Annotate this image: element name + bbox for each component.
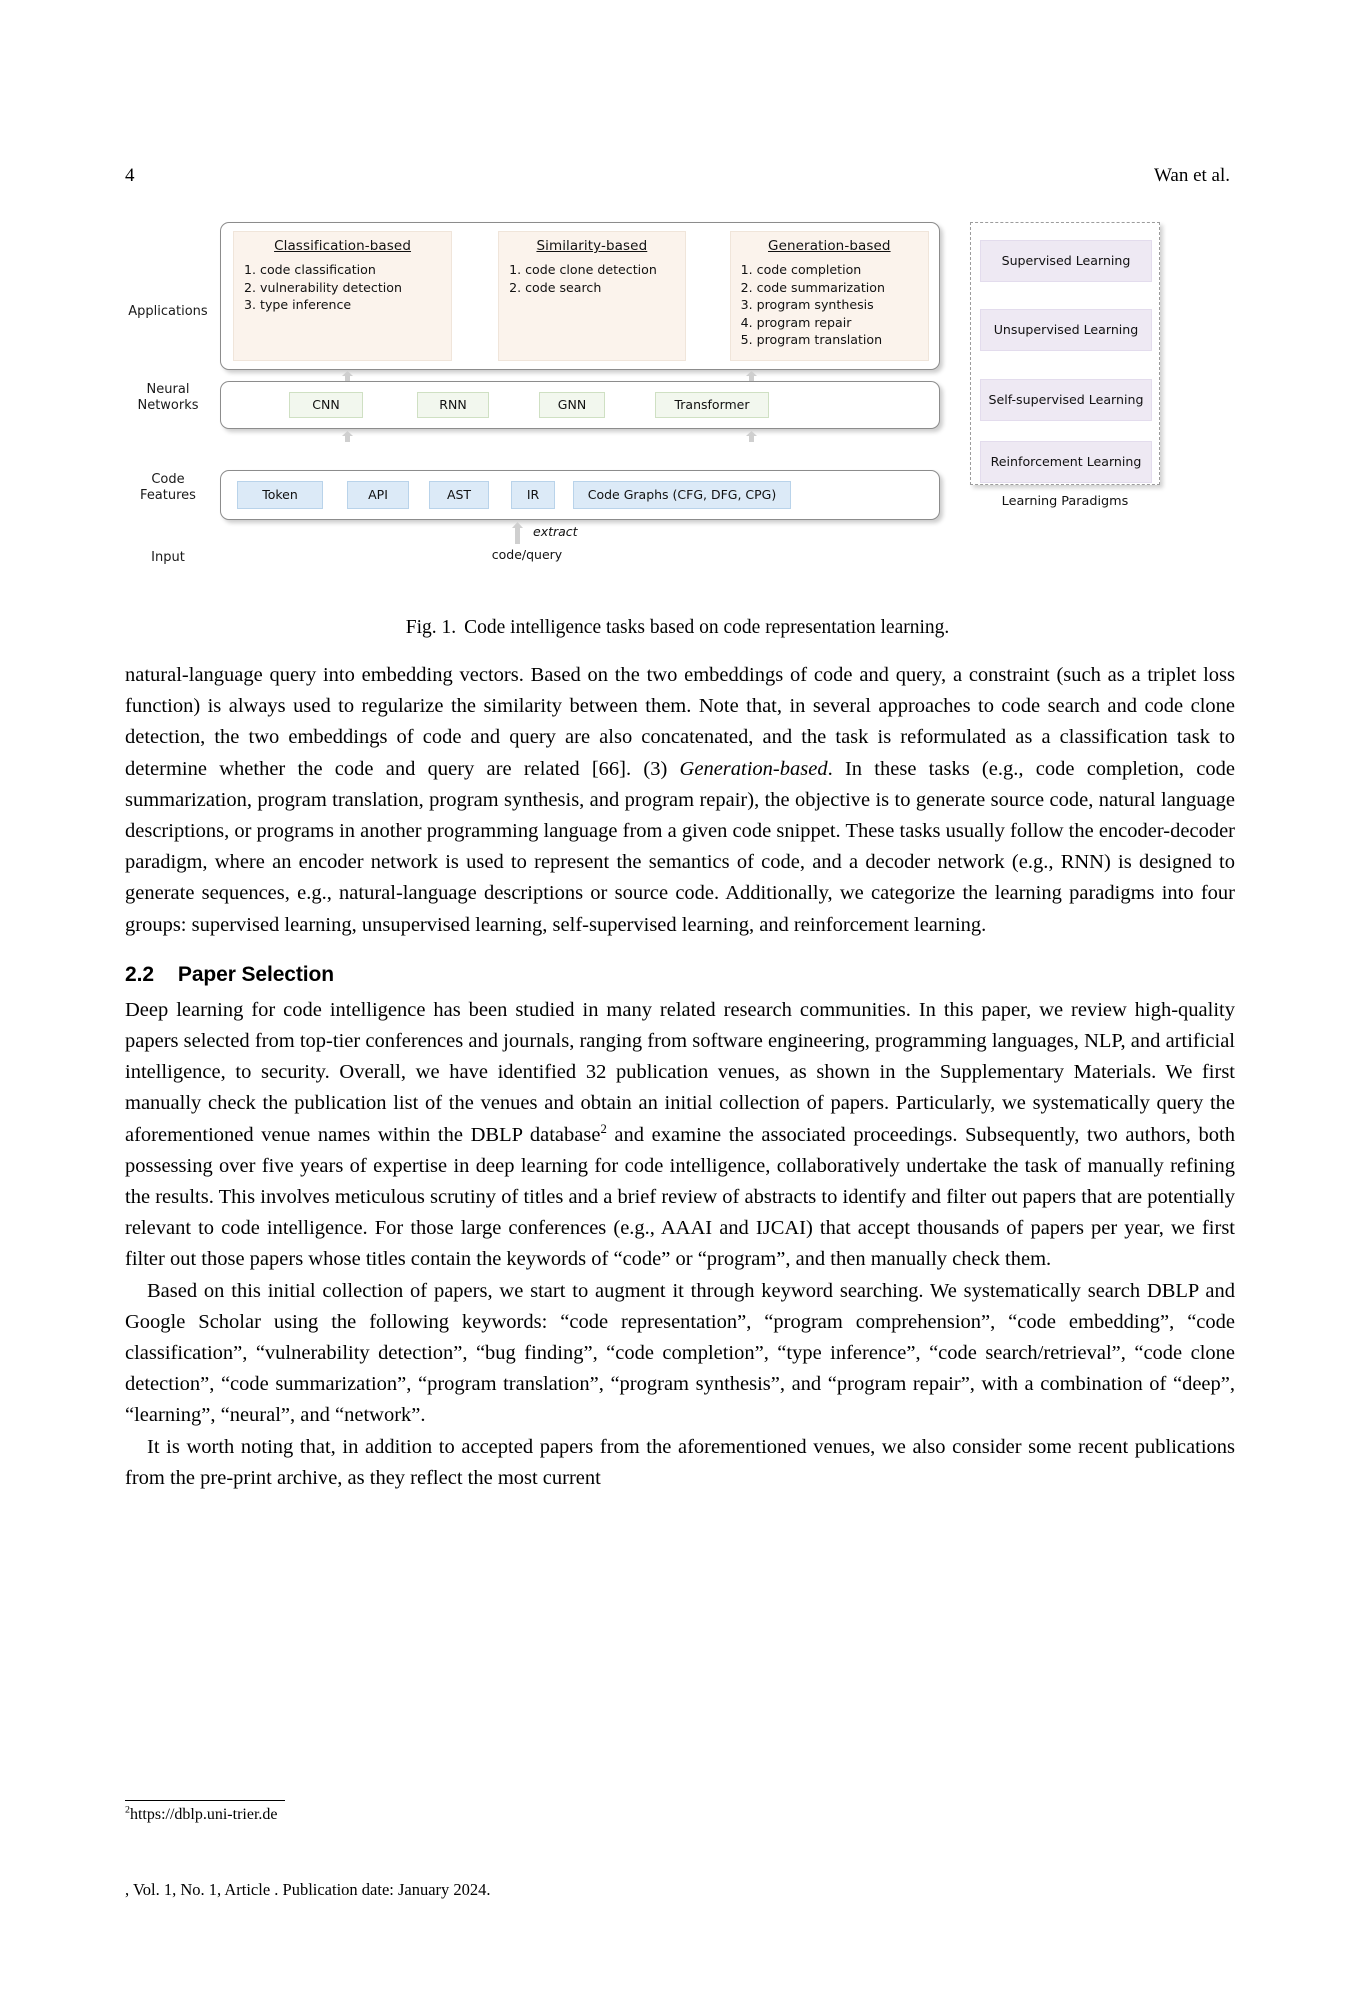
code-features-label-line-2: Features — [140, 488, 196, 503]
figure-caption — [125, 617, 1230, 639]
learning-paradigms-caption: Learning Paradigms — [1001, 494, 1129, 509]
emphasis-generation-based: Generation-based — [679, 757, 828, 780]
up-arrow-icon — [341, 431, 354, 442]
body-text — [125, 660, 1235, 1494]
paragraph-text: natural-language query into embedding vectors. Based on the two embeddings of code and query, a constraint (such as a triplet loss function) is always used to regularize the similarity between them. Note that, in several approaches to code search and code clone detection, the two embeddings of code and query are also concatenated, and the task is reformulated as a classification task to determine whether the code and query are related [66]. (3) — [125, 664, 1235, 780]
up-arrow-icon — [745, 431, 758, 442]
neural-label-line-1: Neural — [146, 382, 190, 397]
paragraph-preprints: It is worth noting that, in addition to accepted papers from the aforementioned venues, we also consider some recent publications from the pre-print archive, as they reflect the most current — [125, 1435, 1235, 1489]
application-item: 1. code completion — [740, 262, 862, 277]
neural-label-line-2: Networks — [137, 398, 199, 413]
footnote-marker: 2 — [125, 1804, 130, 1816]
paragraph-text-continued: . In these tasks (e.g., code completion, code summarization, program translation, program synthesis, and program repair), the objective is to generate source code, natural language descriptions, or programs in another programming language from a given code snippet. These tasks usually follow the encoder-decoder paradigm, where an encoder network is used to represent the semantics of code, and a decoder network (e.g., RNN) is designed to generate sequences, e.g., natural-language descriptions or source code. Additionally, we categorize the learning paradigms into four groups: supervised learning, unsupervised learning, self-supervised learning, and reinforcement learning. — [125, 757, 1235, 936]
code-feature-chip-token: Token — [237, 481, 323, 509]
application-column-similarity — [498, 231, 686, 361]
footnote-url: https://dblp.uni-trier.de — [129, 1806, 278, 1823]
page-footer: , Vol. 1, No. 1, Article . Publication date: January 2024. — [125, 1880, 491, 1899]
figure-row-label-code-features — [125, 472, 211, 504]
paragraph-text: Deep learning for code intelligence has been studied in many related research communities. In this paper, we review high-quality papers selected from top-tier conferences and journals, ranging from software engineering, programming languages, NLP, and artificial intelligence, to security. Overall, we have identified 32 publication venues, as shown in the Supplementary Materials. We first manually check the publication list of the venues and obtain an initial collection of papers. Particularly, we systematically query the aforementioned venue names within the DBLP database — [125, 998, 1235, 1146]
code-query-label: code/query — [491, 547, 563, 562]
footnote-entry — [125, 1806, 278, 1824]
figure-row-label-applications: Applications — [128, 304, 208, 319]
figure-caption-label: Fig. 1. — [405, 617, 457, 638]
application-item: 1. code classification — [244, 262, 376, 277]
figure-row-label-neural-networks — [125, 382, 211, 414]
footnote-reference[interactable]: 2 — [600, 1121, 607, 1136]
application-column-generation — [730, 231, 929, 361]
application-item: 4. program repair — [740, 314, 852, 330]
application-item: 3. program synthesis — [740, 297, 874, 312]
running-head-authors: Wan et al. — [1153, 165, 1230, 186]
figure-1 — [125, 222, 1230, 597]
section-title: Paper Selection — [177, 962, 334, 986]
applications-panel — [220, 222, 940, 370]
up-arrow-icon — [511, 522, 524, 544]
paragraph-keyword-search: Based on this initial collection of papers, we start to augment it through keyword searching. We systematically search DBLP and Google Scholar using the following keywords: “code representation”, “program comprehension”, “code embedding”, “code classification”, “vulnerability detection”, “bug finding”, “code completion”, “type inference”, “code search/retrieval”, “code clone detection”, “code summarization”, “program translation”, “program synthesis”, and “program repair”, with a combination of “deep”, “learning”, “neural”, and “network”. — [125, 1279, 1235, 1427]
section-heading-paper-selection — [125, 963, 1235, 987]
application-column-classification — [233, 231, 452, 361]
paragraph-generation-based — [125, 660, 1235, 941]
application-item: 2. vulnerability detection — [244, 279, 402, 295]
section-number: 2.2 — [125, 962, 154, 986]
application-item-list — [238, 261, 447, 314]
application-item: 3. type inference — [244, 297, 352, 312]
code-feature-chip-ir: IR — [511, 481, 555, 509]
application-column-title: Generation-based — [768, 238, 891, 254]
code-feature-chip-code-graphs: Code Graphs (CFG, DFG, CPG) — [573, 481, 791, 509]
application-column-title: Similarity-based — [536, 238, 648, 254]
figure-caption-text: Code intelligence tasks based on code representation learning. — [464, 617, 950, 638]
extract-label: extract — [533, 524, 578, 539]
learning-paradigms-panel — [970, 222, 1160, 485]
paradigm-chip-unsupervised: Unsupervised Learning — [980, 309, 1152, 351]
code-features-label-line-1: Code — [151, 472, 185, 487]
running-head — [125, 165, 1230, 187]
paradigm-chip-self-supervised: Self-supervised Learning — [980, 379, 1152, 421]
application-item: 5. program translation — [740, 332, 883, 347]
code-feature-chip-ast: AST — [429, 481, 489, 509]
application-column-title: Classification-based — [274, 238, 412, 254]
application-item: 1. code clone detection — [509, 262, 657, 277]
neural-network-chip-transformer: Transformer — [655, 392, 769, 418]
application-item-list — [735, 261, 924, 349]
neural-network-chip-rnn: RNN — [417, 392, 489, 418]
code-features-panel — [220, 470, 940, 520]
application-item-list — [503, 261, 681, 296]
page-number: 4 — [125, 165, 135, 186]
paragraph-paper-selection — [125, 995, 1235, 1276]
paragraph-text-continued: and examine the associated proceedings. Subsequently, two authors, both possessing over five years of expertise in deep learning for code intelligence, collaboratively undertake the task of manually refining the results. This involves meticulous scrutiny of titles and a brief review of abstracts to identify and filter out papers that are potentially relevant to code intelligence. For those large conferences (e.g., AAAI and IJCAI) that accept thousands of papers per year, we first filter out those papers whose titles contain the keywords of “code” or “program”, and then manually check them. — [125, 1123, 1235, 1271]
neural-networks-panel — [220, 381, 940, 429]
footnote-separator — [125, 1800, 285, 1801]
code-feature-chip-api: API — [347, 481, 409, 509]
application-item: 2. code summarization — [740, 279, 885, 295]
figure-row-label-input: Input — [151, 550, 185, 565]
paradigm-chip-reinforcement: Reinforcement Learning — [980, 441, 1152, 483]
neural-network-chip-gnn: GNN — [539, 392, 605, 418]
paradigm-chip-supervised: Supervised Learning — [980, 240, 1152, 282]
application-item: 2. code search — [509, 279, 602, 295]
neural-network-chip-cnn: CNN — [289, 392, 363, 418]
